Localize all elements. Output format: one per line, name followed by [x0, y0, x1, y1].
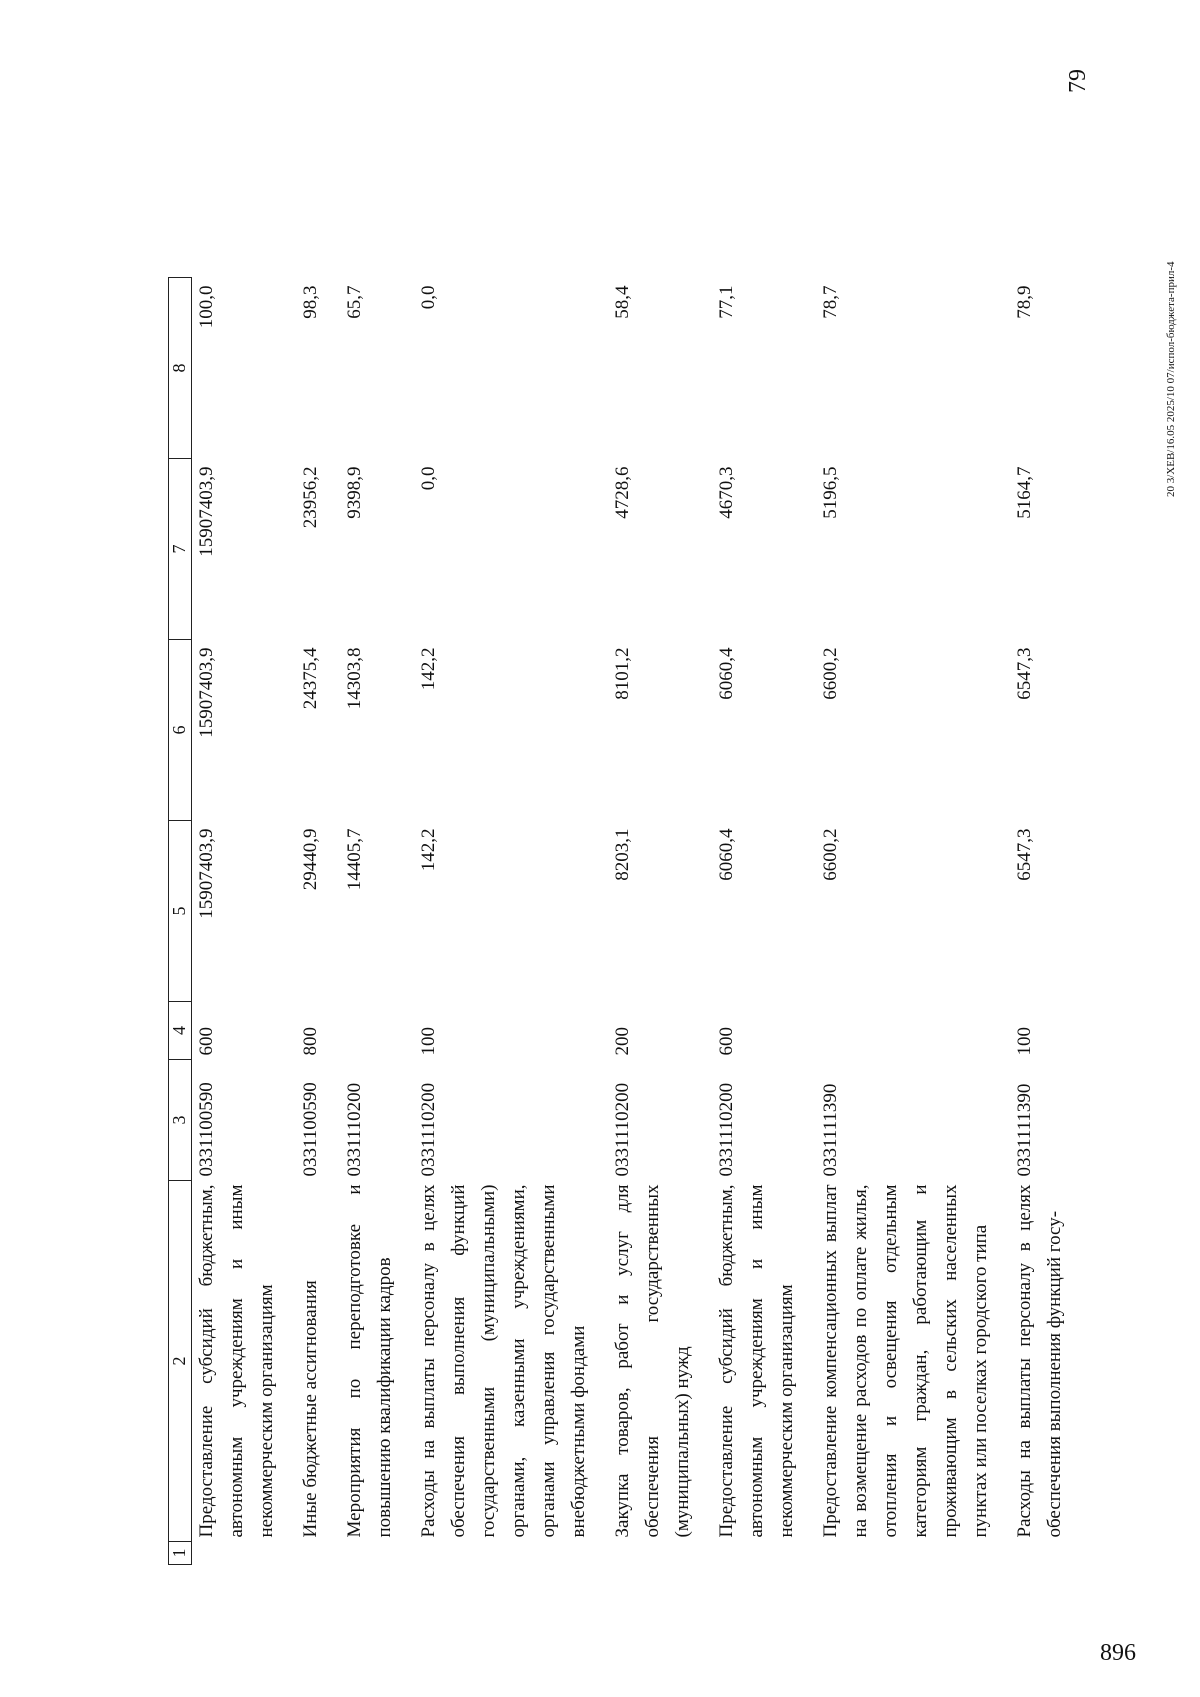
table-row: [816, 278, 1010, 1565]
row-value-8: 78,9: [1014, 285, 1035, 319]
row-code: 0331100590: [300, 1082, 321, 1177]
row-value-7: 0,0: [418, 466, 439, 491]
header-col-1: 1: [169, 1542, 192, 1565]
row-value-6: 14303,8: [344, 647, 365, 710]
row-value-8: 65,7: [344, 285, 365, 319]
row-value-7: 9398,9: [344, 466, 365, 519]
row-value-5: 14405,7: [344, 828, 365, 891]
bottom-page-number: 896: [1100, 1640, 1136, 1666]
header-col-2: 2: [169, 1181, 192, 1542]
row-vr: 600: [196, 1027, 217, 1056]
row-value-7: 5196,5: [820, 466, 841, 519]
row-code: 0331111390: [820, 1083, 841, 1177]
row-name: Предоставление субсидий бюджетным, автономным учреждениям и иным некоммерческим организациям: [716, 1184, 797, 1538]
row-vr: 100: [418, 1027, 439, 1056]
row-value-7: 15907403,9: [196, 466, 217, 557]
row-code: 0331110200: [716, 1082, 737, 1177]
row-name: Расходы на выплаты персоналу в целях обеспечения выполнения функций госу-: [1014, 1184, 1065, 1538]
table-row: [414, 278, 608, 1565]
row-name: Предоставление компенсационных выплат на возмещение расходов по оплате жилья, отопления и освещения отдельным категориям граждан, работающим и проживающим в сельских населенных пунктах или поселках городского типа: [820, 1184, 991, 1538]
row-code: 0331110200: [612, 1082, 633, 1177]
row-value-7: 5164,7: [1014, 466, 1035, 519]
row-value-6: 15907403,9: [196, 647, 217, 738]
row-value-5: 142,2: [418, 828, 439, 872]
row-code: 0331110200: [344, 1082, 365, 1177]
row-name: Расходы на выплаты персоналу в целях обеспечения выполнения функций государственными (муниципальными) органами, казенными учреждениями, органами управления государственными внебюджетными фондами: [418, 1184, 589, 1538]
header-col-7: 7: [169, 459, 192, 640]
row-value-8: 98,3: [300, 285, 321, 319]
table-row: [296, 278, 340, 1565]
header-col-6: 6: [169, 640, 192, 821]
row-value-6: 6547,3: [1014, 647, 1035, 700]
page-number: 79: [1065, 69, 1091, 93]
row-value-8: 0,0: [418, 285, 439, 310]
row-value-5: 6547,3: [1014, 828, 1035, 881]
row-code: 0331110200: [418, 1082, 439, 1177]
header-row: [169, 278, 192, 1565]
row-value-8: 100,0: [196, 285, 217, 329]
row-vr: [816, 1002, 1010, 1060]
table-row: [192, 278, 297, 1565]
row-code: 0331100590: [196, 1082, 217, 1177]
row-vr: 100: [1014, 1027, 1035, 1056]
row-value-7: 23956,2: [300, 466, 321, 529]
table-row: [340, 278, 414, 1565]
row-vr: 800: [300, 1027, 321, 1056]
table-row: [1010, 278, 1084, 1565]
row-value-5: 6060,4: [716, 828, 737, 881]
row-value-6: 6060,4: [716, 647, 737, 700]
row-value-7: 4728,6: [612, 466, 633, 519]
header-col-8: 8: [169, 278, 192, 459]
table-row: [608, 278, 712, 1565]
row-name: Иные бюджетные ассигнования: [300, 1280, 321, 1538]
row-value-5: 6600,2: [820, 828, 841, 881]
row-value-6: 6600,2: [820, 647, 841, 700]
header-col-5: 5: [169, 821, 192, 1002]
row-value-8: 77,1: [716, 285, 737, 319]
row-value-6: 24375,4: [300, 647, 321, 710]
table-row: [712, 278, 816, 1565]
row-value-5: 29440,9: [300, 828, 321, 891]
row-code: 0331111390: [1014, 1083, 1035, 1177]
row-value-6: 8101,2: [612, 647, 633, 700]
row-value-8: 78,7: [820, 285, 841, 319]
footer-path: 20 3/ХЕВ/16.05 2025/10 07/испол-бюджета-прил-4: [1165, 261, 1177, 497]
row-name: Закупка товаров, работ и услуг для обеспечения государственных (муниципальных) нужд: [612, 1184, 693, 1538]
row-value-5: 15907403,9: [196, 828, 217, 919]
row-vr: 200: [612, 1027, 633, 1056]
budget-table: [168, 277, 1084, 1565]
row-name: Предоставление субсидий бюджетным, автономным учреждениям и иным некоммерческим организациям: [196, 1184, 277, 1538]
row-value-6: 142,2: [418, 647, 439, 691]
row-value-8: 58,4: [612, 285, 633, 319]
header-col-4: 4: [169, 1002, 192, 1060]
header-col-3: 3: [169, 1060, 192, 1181]
row-value-7: 4670,3: [716, 466, 737, 519]
row-name: Мероприятия по переподготовке и повышению квалификации кадров: [344, 1184, 395, 1538]
row-value-5: 8203,1: [612, 828, 633, 881]
row-vr: 600: [716, 1027, 737, 1056]
row-vr: [340, 1002, 414, 1060]
